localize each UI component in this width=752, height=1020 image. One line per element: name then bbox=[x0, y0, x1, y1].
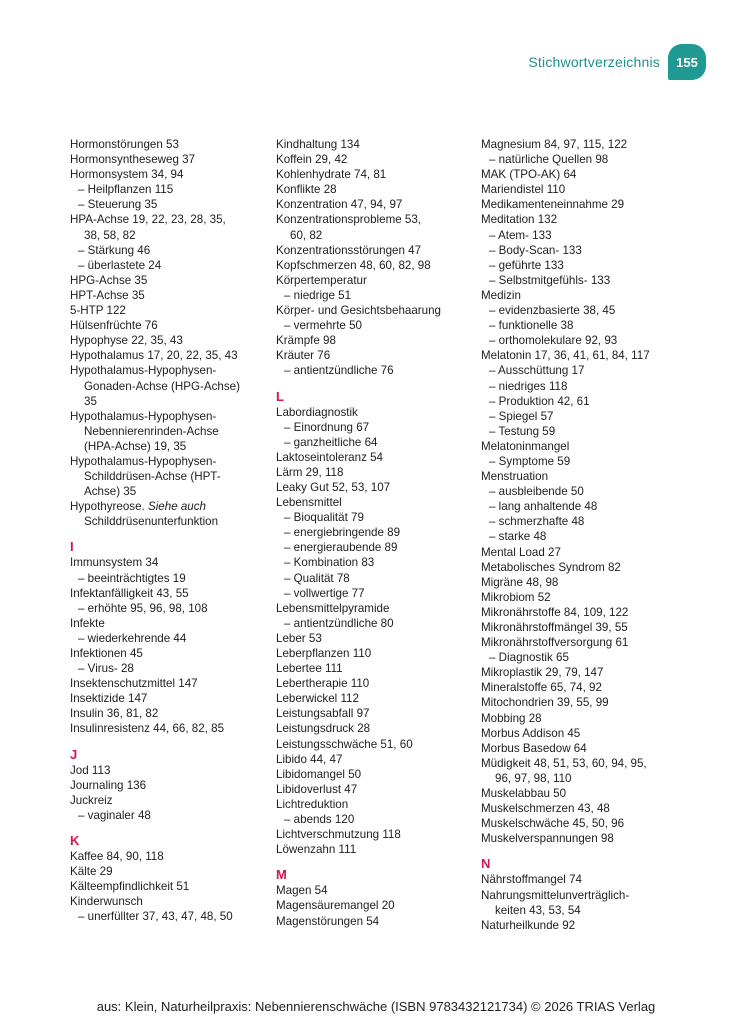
index-entry: Libidomangel 50 bbox=[276, 767, 362, 781]
index-entry-continuation: Schilddrüsen-Achse (HPT- bbox=[84, 470, 221, 484]
index-letter-heading: J bbox=[70, 746, 78, 762]
index-entry: Muskelverspannungen 98 bbox=[481, 832, 614, 846]
index-entry-continuation: Nebennierenrinden-Achse bbox=[84, 424, 219, 438]
index-entry: Mikrobiom 52 bbox=[481, 590, 551, 604]
index-subentry: – Atem- 133 bbox=[489, 228, 552, 242]
index-entry: Nährstoffmangel 74 bbox=[481, 873, 582, 887]
index-entry: Leistungsabfall 97 bbox=[276, 707, 370, 721]
index-entry: Infektanfälligkeit 43, 55 bbox=[70, 586, 189, 600]
index-entry: Leistungsschwäche 51, 60 bbox=[276, 737, 413, 751]
index-entry: Mikroplastik 29, 79, 147 bbox=[481, 666, 604, 680]
index-entry: Libidoverlust 47 bbox=[276, 782, 358, 796]
index-entry: Kinderwunsch bbox=[70, 895, 143, 909]
index-entry: Labordiagnostik bbox=[276, 405, 358, 419]
index-entry: Mikronährstoffversorgung 61 bbox=[481, 636, 629, 650]
index-entry: Konzentrationsprobleme 53, bbox=[276, 213, 422, 227]
index-subentry: – lang anhaltende 48 bbox=[489, 500, 598, 514]
index-entry: Löwenzahn 111 bbox=[276, 843, 357, 857]
index-entry: Melatonin 17, 36, 41, 61, 84, 117 bbox=[481, 349, 650, 363]
index-entry: Leaky Gut 52, 53, 107 bbox=[276, 480, 391, 494]
index-entry-continuation: Gonaden-Achse (HPG-Achse) bbox=[84, 379, 240, 393]
index-entry: Hormonsyntheseweg 37 bbox=[70, 153, 196, 167]
index-subentry: – Stärkung 46 bbox=[78, 243, 151, 257]
index-subentry: – Steuerung 35 bbox=[78, 198, 158, 212]
index-entry: Metabolisches Syndrom 82 bbox=[481, 560, 621, 574]
index-entry: Mineralstoffe 65, 74, 92 bbox=[481, 681, 602, 695]
index-entry: Insulinresistenz 44, 66, 82, 85 bbox=[70, 722, 225, 736]
index-letter-heading: L bbox=[276, 388, 284, 404]
index-entry: Konzentration 47, 94, 97 bbox=[276, 198, 403, 212]
index-entry: Hypothalamus-Hypophysen- bbox=[70, 409, 217, 423]
index-subentry: – natürliche Quellen 98 bbox=[489, 153, 609, 167]
index-entry: Mobbing 28 bbox=[481, 711, 542, 725]
index-subentry: – Body-Scan- 133 bbox=[489, 243, 582, 257]
index-subentry: – niedrige 51 bbox=[284, 288, 352, 302]
index-entry: Leberwickel 112 bbox=[276, 692, 359, 706]
index-entry: Magensäuremangel 20 bbox=[276, 899, 395, 913]
index-letter-heading: K bbox=[70, 832, 80, 848]
index-entry: Infekte bbox=[70, 616, 105, 630]
index-subentry: – abends 120 bbox=[284, 813, 355, 827]
index-letter-heading: I bbox=[70, 539, 74, 555]
index-entry: Muskelabbau 50 bbox=[481, 787, 567, 801]
index-entry: Medizin bbox=[481, 288, 521, 302]
index-entry: Leberpflanzen 110 bbox=[276, 647, 372, 660]
index-column-3 bbox=[481, 137, 693, 933]
index-column-2 bbox=[276, 137, 476, 929]
index-subentry: – Bioqualität 79 bbox=[284, 511, 364, 525]
index-entry: Immunsystem 34 bbox=[70, 556, 159, 570]
index-entry: Kälteempfindlichkeit 51 bbox=[70, 880, 190, 894]
index-entry: Infektionen 45 bbox=[70, 647, 143, 660]
index-subentry: – vaginaler 48 bbox=[78, 808, 151, 822]
index-entry: Libido 44, 47 bbox=[276, 752, 343, 766]
index-entry: Lebertee 111 bbox=[276, 662, 343, 676]
index-entry: Mitochondrien 39, 55, 99 bbox=[481, 696, 609, 710]
index-entry: Kälte 29 bbox=[70, 865, 113, 879]
index-entry: Meditation 132 bbox=[481, 213, 558, 227]
index-entry: Kopfschmerzen 48, 60, 82, 98 bbox=[276, 258, 431, 272]
index-entry: Magnesium 84, 97, 115, 122 bbox=[481, 138, 628, 151]
index-subentry: – Symptome 59 bbox=[489, 454, 571, 468]
index-subentry: – Testung 59 bbox=[489, 424, 556, 438]
section-title: Stichwortverzeichnis bbox=[528, 54, 660, 70]
index-entry: HPT-Achse 35 bbox=[70, 288, 145, 302]
index-entry: HPA-Achse 19, 22, 23, 28, 35, bbox=[70, 213, 226, 227]
index-entry: Muskelschmerzen 43, 48 bbox=[481, 802, 610, 816]
index-entry: Leistungsdruck 28 bbox=[276, 722, 371, 736]
index-entry: Koffein 29, 42 bbox=[276, 153, 348, 167]
index-entry: Mariendistel 110 bbox=[481, 183, 566, 197]
index-subentry: – Kombination 83 bbox=[284, 556, 375, 570]
index-entry: 5-HTP 122 bbox=[70, 304, 126, 318]
index-entry: Müdigkeit 48, 51, 53, 60, 94, 95, bbox=[481, 756, 647, 770]
index-entry: Kräuter 76 bbox=[276, 349, 331, 363]
index-subentry: – antientzündliche 80 bbox=[284, 616, 394, 630]
index-subentry: – energiebringende 89 bbox=[284, 526, 401, 540]
index-subentry: – vermehrte 50 bbox=[284, 319, 362, 333]
index-entry: Laktoseintoleranz 54 bbox=[276, 450, 383, 464]
index-subentry: – schmerzhafte 48 bbox=[489, 515, 585, 529]
index-subentry: – wiederkehrende 44 bbox=[78, 631, 187, 645]
index-subentry: – ganzheitliche 64 bbox=[284, 435, 378, 449]
index-entry-continuation: keiten 43, 53, 54 bbox=[495, 903, 581, 917]
index-entry: Mikronährstoffmängel 39, 55 bbox=[481, 621, 628, 634]
index-entry: Krämpfe 98 bbox=[276, 334, 336, 348]
index-entry-continuation: Achse) 35 bbox=[84, 485, 137, 499]
index-entry: Lebertherapie 110 bbox=[276, 677, 370, 691]
index-subentry: – Produktion 42, 61 bbox=[489, 394, 590, 408]
index-entry: Hypophyse 22, 35, 43 bbox=[70, 334, 183, 348]
index-entry: Mental Load 27 bbox=[481, 545, 561, 559]
index-column-1 bbox=[70, 137, 270, 924]
index-entry: Körper- und Gesichtsbehaarung bbox=[276, 304, 441, 318]
index-subentry: – funktionelle 38 bbox=[489, 319, 574, 333]
index-entry: Hormonsystem 34, 94 bbox=[70, 168, 184, 182]
index-entry-continuation: 96, 97, 98, 110 bbox=[495, 771, 572, 785]
index-entry-continuation: 35 bbox=[84, 394, 97, 408]
index-entry-text: Hypothyreose. bbox=[70, 500, 148, 514]
index-entry-continuation: Schilddrüsenunterfunktion bbox=[84, 515, 219, 529]
index-entry: Insektizide 147 bbox=[70, 692, 148, 706]
index-subentry: – überlastete 24 bbox=[78, 258, 162, 272]
index-subentry: – orthomolekulare 92, 93 bbox=[489, 334, 618, 348]
index-entry: Menstruation bbox=[481, 470, 549, 484]
index-subentry: – evidenzbasierte 38, 45 bbox=[489, 304, 616, 318]
index-subentry: – beeinträchtigtes 19 bbox=[78, 571, 186, 585]
index-entry: Nahrungsmittelunverträglich- bbox=[481, 888, 630, 902]
index-entry: Migräne 48, 98 bbox=[481, 575, 559, 589]
index-subentry: – Ausschüttung 17 bbox=[489, 364, 585, 378]
index-entry: Hypothalamus-Hypophysen- bbox=[70, 364, 217, 378]
index-entry: Naturheilkunde 92 bbox=[481, 918, 576, 932]
index-subentry: – energieraubende 89 bbox=[284, 541, 398, 555]
index-entry: Insektenschutzmittel 147 bbox=[70, 677, 198, 691]
index-subentry: – starke 48 bbox=[489, 530, 547, 544]
index-subentry: – Diagnostik 65 bbox=[489, 651, 569, 665]
index-entry: Lichtverschmutzung 118 bbox=[276, 828, 401, 842]
index-entry: Melatoninmangel bbox=[481, 439, 570, 453]
index-entry: Jod 113 bbox=[70, 763, 111, 777]
index-subentry: – antientzündliche 76 bbox=[284, 364, 394, 378]
index-letter-heading: N bbox=[481, 856, 491, 872]
index-entry-continuation: (HPA-Achse) 19, 35 bbox=[84, 439, 187, 453]
index-entry: Morbus Addison 45 bbox=[481, 726, 581, 740]
index-entry: Mikronährstoffe 84, 109, 122 bbox=[481, 605, 629, 619]
index-entry: Kohlenhydrate 74, 81 bbox=[276, 168, 387, 182]
index-subentry: – vollwertige 77 bbox=[284, 586, 365, 600]
index-entry: Hypothalamus 17, 20, 22, 35, 43 bbox=[70, 349, 238, 363]
index-entry: Morbus Basedow 64 bbox=[481, 741, 587, 755]
page-number-badge: 155 bbox=[668, 44, 706, 80]
index-subentry: – Spiegel 57 bbox=[489, 409, 554, 423]
index-entry: Hülsenfrüchte 76 bbox=[70, 319, 158, 333]
index-entry: Insulin 36, 81, 82 bbox=[70, 707, 159, 721]
index-entry: Hormonstörungen 53 bbox=[70, 138, 179, 151]
index-entry: Konzentrationsstörungen 47 bbox=[276, 243, 422, 257]
index-subentry: – erhöhte 95, 96, 98, 108 bbox=[78, 601, 208, 615]
index-subentry: – Heilpflanzen 115 bbox=[78, 183, 174, 197]
index-subentry: – Qualität 78 bbox=[284, 571, 350, 585]
index-entry bbox=[70, 499, 270, 514]
index-entry: Lichtreduktion bbox=[276, 797, 349, 811]
index-entry: Muskelschwäche 45, 50, 96 bbox=[481, 817, 625, 831]
index-entry: Leber 53 bbox=[276, 631, 322, 645]
index-entry: Kaffee 84, 90, 118 bbox=[70, 849, 164, 863]
index-entry: Lebensmittel bbox=[276, 496, 342, 510]
copyright-footer: aus: Klein, Naturheilpraxis: Nebennierenschwäche (ISBN 9783432121734) © 2026 TRIAS Verlag bbox=[96, 999, 656, 1014]
index-entry-continuation: 60, 82 bbox=[290, 228, 323, 242]
index-subentry: – Virus- 28 bbox=[78, 662, 134, 676]
index-entry: Magenstörungen 54 bbox=[276, 914, 380, 928]
index-entry: Medikamenteneinnahme 29 bbox=[481, 198, 625, 212]
index-subentry: – Selbstmitgefühls- 133 bbox=[489, 273, 611, 287]
see-also-reference: Siehe auch bbox=[147, 500, 206, 514]
index-entry: Hypothalamus-Hypophysen- bbox=[70, 454, 217, 468]
index-subentry: – unerfüllter 37, 43, 47, 48, 50 bbox=[78, 910, 233, 924]
index-entry: Körpertemperatur bbox=[276, 273, 367, 287]
index-entry: MAK (TPO-AK) 64 bbox=[481, 168, 577, 182]
index-subentry: – ausbleibende 50 bbox=[489, 485, 584, 499]
index-subentry: – geführte 133 bbox=[489, 258, 564, 272]
index-entry-continuation: 38, 58, 82 bbox=[84, 228, 136, 242]
index-entry: Lärm 29, 118 bbox=[276, 465, 344, 479]
index-entry: Juckreiz bbox=[70, 793, 113, 807]
index-letter-heading: M bbox=[276, 867, 287, 883]
index-entry: Magen 54 bbox=[276, 884, 328, 898]
index-entry: Journaling 136 bbox=[70, 778, 147, 792]
index-entry: Kindhaltung 134 bbox=[276, 138, 360, 151]
index-subentry: – niedriges 118 bbox=[489, 379, 568, 393]
index-entry: Konflikte 28 bbox=[276, 183, 337, 197]
index-entry: Lebensmittelpyramide bbox=[276, 601, 390, 615]
index-subentry: – Einordnung 67 bbox=[284, 420, 370, 434]
index-entry: HPG-Achse 35 bbox=[70, 273, 148, 287]
